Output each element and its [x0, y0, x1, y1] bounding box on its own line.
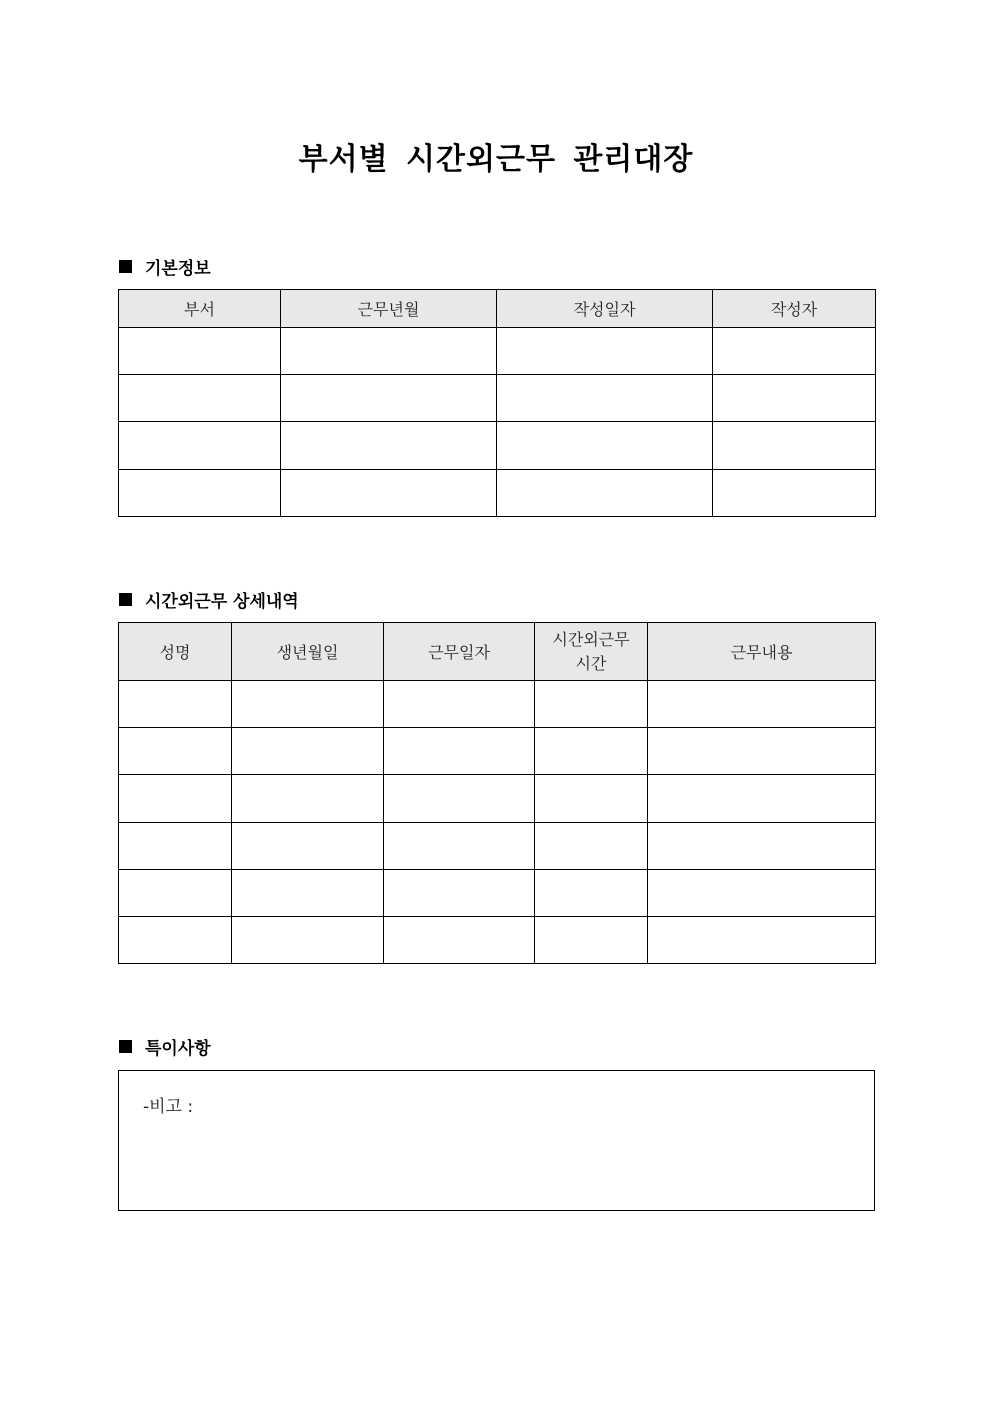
cell-department[interactable]	[119, 422, 281, 470]
table-header-row	[119, 290, 876, 328]
cell-work-year-month[interactable]	[281, 422, 497, 470]
cell-written-date[interactable]	[497, 422, 713, 470]
cell-work-date[interactable]	[384, 681, 535, 728]
cell-work-content[interactable]	[648, 681, 876, 728]
section-heading-label: 시간외근무 상세내역	[145, 592, 299, 612]
cell-work-year-month[interactable]	[281, 470, 497, 517]
cell-work-date[interactable]	[384, 823, 535, 870]
cell-name[interactable]	[119, 870, 232, 917]
column-header-writer: 작성자	[713, 290, 876, 328]
square-bullet-icon	[119, 1040, 132, 1053]
cell-work-date[interactable]	[384, 917, 535, 964]
cell-work-year-month[interactable]	[281, 375, 497, 422]
cell-written-date[interactable]	[497, 328, 713, 375]
table-header-row	[119, 623, 876, 681]
table-row	[119, 728, 876, 775]
cell-writer[interactable]	[713, 328, 876, 375]
cell-written-date[interactable]	[497, 470, 713, 517]
cell-birth-date[interactable]	[232, 775, 384, 823]
column-header-birth-date: 생년월일	[232, 623, 384, 681]
cell-work-content[interactable]	[648, 870, 876, 917]
section-heading-overtime-details	[119, 587, 299, 612]
cell-department[interactable]	[119, 470, 281, 517]
cell-name[interactable]	[119, 728, 232, 775]
cell-work-date[interactable]	[384, 728, 535, 775]
section-heading-label: 특이사항	[145, 1039, 211, 1059]
cell-overtime-hours[interactable]	[535, 775, 648, 823]
cell-name[interactable]	[119, 681, 232, 728]
table-row	[119, 375, 876, 422]
cell-work-content[interactable]	[648, 823, 876, 870]
cell-work-content[interactable]	[648, 728, 876, 775]
cell-overtime-hours[interactable]	[535, 870, 648, 917]
column-header-overtime-hours-line2: 시간	[575, 653, 607, 673]
cell-work-date[interactable]	[384, 870, 535, 917]
column-header-work-content: 근무내용	[648, 623, 876, 681]
cell-name[interactable]	[119, 775, 232, 823]
overtime-details-table	[118, 622, 876, 964]
remarks-note	[143, 1092, 193, 1117]
cell-work-year-month[interactable]	[281, 328, 497, 375]
column-header-written-date: 작성일자	[497, 290, 713, 328]
basic-info-table	[118, 289, 876, 517]
cell-name[interactable]	[119, 917, 232, 964]
table-row	[119, 823, 876, 870]
remarks-box[interactable]	[118, 1070, 875, 1211]
cell-birth-date[interactable]	[232, 870, 384, 917]
cell-overtime-hours[interactable]	[535, 823, 648, 870]
cell-work-date[interactable]	[384, 775, 535, 823]
table-row	[119, 470, 876, 517]
table-row	[119, 422, 876, 470]
table-row	[119, 917, 876, 964]
table-row	[119, 775, 876, 823]
cell-overtime-hours[interactable]	[535, 681, 648, 728]
square-bullet-icon	[119, 593, 132, 606]
square-bullet-icon	[119, 260, 132, 273]
table-row	[119, 870, 876, 917]
table-row	[119, 681, 876, 728]
cell-written-date[interactable]	[497, 375, 713, 422]
page-title: 부서별 시간외근무 관리대장	[298, 142, 694, 177]
cell-birth-date[interactable]	[232, 917, 384, 964]
cell-work-content[interactable]	[648, 917, 876, 964]
column-header-overtime-hours-line1: 시간외근무	[552, 629, 630, 649]
cell-writer[interactable]	[713, 422, 876, 470]
cell-writer[interactable]	[713, 375, 876, 422]
cell-birth-date[interactable]	[232, 681, 384, 728]
cell-birth-date[interactable]	[232, 823, 384, 870]
cell-writer[interactable]	[713, 470, 876, 517]
cell-department[interactable]	[119, 328, 281, 375]
table-row	[119, 328, 876, 375]
cell-work-content[interactable]	[648, 775, 876, 823]
cell-overtime-hours[interactable]	[535, 728, 648, 775]
cell-birth-date[interactable]	[232, 728, 384, 775]
column-header-department: 부서	[119, 290, 281, 328]
cell-name[interactable]	[119, 823, 232, 870]
column-header-work-year-month: 근무년월	[281, 290, 497, 328]
column-header-work-date: 근무일자	[384, 623, 535, 681]
column-header-name: 성명	[119, 623, 232, 681]
section-heading-label: 기본정보	[145, 259, 211, 279]
section-heading-remarks	[119, 1034, 211, 1059]
column-header-overtime-hours	[535, 623, 648, 681]
cell-overtime-hours[interactable]	[535, 917, 648, 964]
remarks-note-label: -비고 :	[143, 1097, 194, 1117]
cell-department[interactable]	[119, 375, 281, 422]
section-heading-basic-info	[119, 254, 211, 279]
